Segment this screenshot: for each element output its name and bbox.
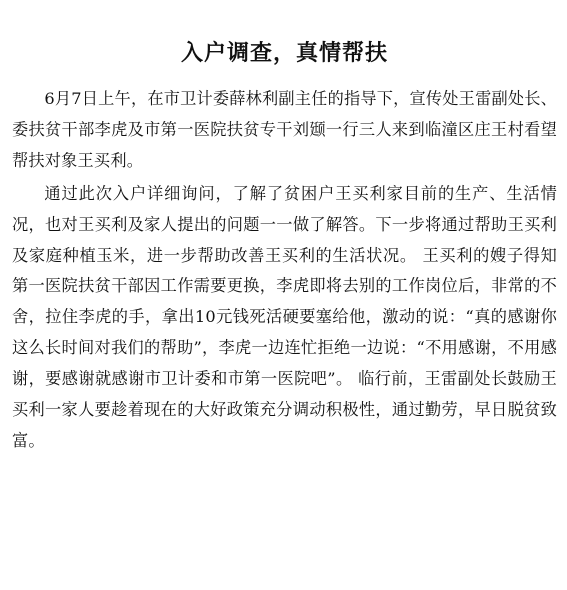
article-paragraph-1: 6月7日上午，在市卫计委薛林利副主任的指导下，宣传处王雷副处长、委扶贫干部李虎及市第一医院扶贫专干刘颋一行三人来到临潼区庄王村看望帮扶对象王买利。 (12, 89, 558, 170)
article-paragraph-2: 通过此次入户详细询问，了解了贫困户王买利家目前的生产、生活情况，也对王买利及家人提出的问题一一做了解答。下一步将通过帮助王买利及家庭种植玉米，进一步帮助改善王买利的生活状况。 王买利的嫂子得知第一医院扶贫干部因工作需要更换，李虎即将去别的工作岗位后，非常的不舍，拉住李虎的手，拿出10元钱死活硬要塞给他，激动的说：“真的感谢你这么长时间对我们的帮助”，李虎一边连忙拒绝一边说：“不用感谢，不用感谢，要感谢就感谢市卫计委和市第一医院吧”。 临行前，王雷副处长鼓励王买利一家人要趁着现在的大好政策充分调动积极性，通过勤劳，早日脱贫致富。 (12, 183, 557, 450)
article-title: 入户调查，真情帮扶 (180, 40, 388, 66)
